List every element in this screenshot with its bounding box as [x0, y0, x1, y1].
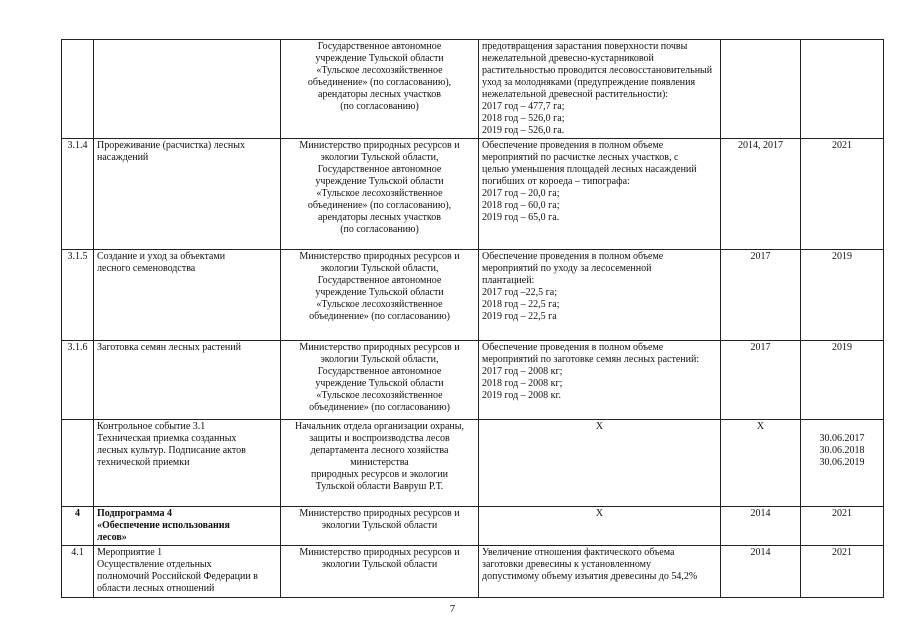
text-line: (по согласованию): [340, 101, 419, 112]
executor: [281, 139, 479, 250]
text-line: природных ресурсов и экологии: [311, 469, 448, 480]
text-line: объединение» (по согласованию),: [307, 77, 452, 88]
text-line: предотвращения зарастания поверхности почвы: [482, 41, 688, 52]
row-number: 4: [62, 507, 94, 546]
text-line: целью уменьшения площадей лесных насаждений: [482, 164, 697, 175]
text-line: уход за молодняками (предупреждение появления: [482, 77, 696, 88]
text-line: Министерство природных ресурсов и: [299, 140, 460, 151]
expected-result: [479, 420, 721, 507]
text-line: 2019: [832, 342, 852, 353]
text-line: Министерство природных ресурсов и: [299, 251, 460, 262]
text-line: 2019 год – 526,0 га.: [482, 125, 565, 136]
text-line: мероприятий по расчистке лесных участков, с: [482, 152, 679, 163]
text-line: 2018 год – 22,5 га;: [482, 299, 560, 310]
text-line: учреждение Тульской области: [315, 176, 444, 187]
start-year: 2017: [721, 250, 801, 341]
text-line: 2021: [832, 508, 852, 519]
text-line: 2018 год – 526,0 га;: [482, 113, 565, 124]
text-line: экологии Тульской области,: [320, 354, 439, 365]
text-line: 2018 год – 2008 кг;: [482, 378, 563, 389]
text-line: экологии Тульской области: [321, 520, 438, 531]
text-line: Заготовка семян лесных растений: [97, 342, 241, 353]
start-year: 2014, 2017: [721, 139, 801, 250]
text-line: арендаторы лесных участков: [318, 212, 441, 223]
row-number: [62, 40, 94, 139]
text-line: «Тульское лесохозяйственное: [316, 299, 443, 310]
activity-name: [94, 40, 281, 139]
row-number: 3.1.5: [62, 250, 94, 341]
expected-result: [479, 546, 721, 598]
text-line: объединение» (по согласованию): [309, 311, 450, 322]
text-line: 2021: [832, 140, 852, 151]
start-year: 2017: [721, 341, 801, 420]
spacer: [804, 421, 880, 433]
start-year: 2014: [721, 507, 801, 546]
text-line: Обеспечение проведения в полном объеме: [482, 342, 664, 353]
text-line: нежелательной древесной растительности):: [482, 89, 669, 100]
activity-name: [94, 546, 281, 598]
text-line: учреждение Тульской области: [315, 378, 444, 389]
plan-table: [61, 39, 884, 598]
executor: [281, 250, 479, 341]
text-line: 2019 год – 65,0 га.: [482, 212, 560, 223]
table-row: [62, 341, 884, 420]
text-line: 2017 год – 2008 кг;: [482, 366, 563, 377]
activity-name: [94, 420, 281, 507]
text-line: мероприятий по уходу за лесосеменной: [482, 263, 652, 274]
text-line: учреждение Тульской области: [315, 53, 444, 64]
activity-name: [94, 139, 281, 250]
text-line: (по согласованию): [340, 224, 419, 235]
text-line: экологии Тульской области,: [320, 263, 439, 274]
activity-name: [94, 507, 281, 546]
text-line: погибших от короеда – типографа:: [482, 176, 630, 187]
text-line: 2017 год –22,5 га;: [482, 287, 557, 298]
text-line: Министерство природных ресурсов и: [299, 342, 460, 353]
text-line: «Тульское лесохозяйственное: [316, 65, 443, 76]
text-line: заготовки древесины к установленному: [482, 559, 651, 570]
text-line: Государственное автономное: [317, 275, 442, 286]
row-number: 4.1: [62, 546, 94, 598]
text-line: департамента лесного хозяйства: [310, 445, 449, 456]
text-line: защиты и воспроизводства лесов: [309, 433, 450, 444]
text-line: технической приемки: [97, 457, 190, 468]
text-line: 2019: [832, 251, 852, 262]
text-line: Государственное автономное: [317, 41, 442, 52]
end-date: [801, 507, 884, 546]
text-line: насаждений: [97, 152, 149, 163]
text-line: X: [595, 421, 604, 432]
text-line: растительностью проводится лесовосстановительный: [482, 65, 713, 76]
text-line: мероприятий по заготовке семян лесных растений:: [482, 354, 700, 365]
end-date: [801, 341, 884, 420]
text-line: Подпрограмма 4: [97, 508, 173, 519]
text-line: Мероприятие 1: [97, 547, 163, 558]
text-line: лесных культур. Подписание актов: [97, 445, 246, 456]
text-line: экологии Тульской области: [321, 559, 438, 570]
activity-name: [94, 250, 281, 341]
text-line: «Обеспечение использования: [97, 520, 230, 531]
text-line: арендаторы лесных участков: [318, 89, 441, 100]
end-date: [801, 40, 884, 139]
executor: [281, 341, 479, 420]
text-line: 2021: [832, 547, 852, 558]
text-line: области лесных отношений: [97, 583, 215, 594]
table-row: [62, 40, 884, 139]
expected-result: [479, 507, 721, 546]
text-line: Обеспечение проведения в полном объеме: [482, 140, 664, 151]
text-line: Контрольное событие 3.1: [97, 421, 206, 432]
table-row: [62, 546, 884, 598]
text-line: 2019 год – 2008 кг.: [482, 390, 561, 401]
text-line: Осуществление отдельных: [97, 559, 212, 570]
table-row: [62, 420, 884, 507]
text-line: «Тульское лесохозяйственное: [316, 188, 443, 199]
text-line: X: [595, 508, 604, 519]
table-row: [62, 139, 884, 250]
start-year: 2014: [721, 546, 801, 598]
text-line: министерства: [350, 457, 409, 468]
text-line: 2017 год – 20,0 га;: [482, 188, 560, 199]
expected-result: [479, 250, 721, 341]
expected-result: [479, 139, 721, 250]
text-line: Тульской области Вавруш Р.Т.: [315, 481, 444, 492]
activity-name: [94, 341, 281, 420]
text-line: Государственное автономное: [317, 366, 442, 377]
text-line: Государственное автономное: [317, 164, 442, 175]
expected-result: [479, 341, 721, 420]
text-line: Прореживание (расчистка) лесных: [97, 140, 245, 151]
text-line: Увеличение отношения фактического объема: [482, 547, 675, 558]
text-line: полномочий Российской Федерации в: [97, 571, 258, 582]
start-year: X: [721, 420, 801, 507]
end-date: [801, 139, 884, 250]
text-line: 2017 год – 477,7 га;: [482, 101, 565, 112]
text-line: плантацией:: [482, 275, 535, 286]
end-date: [801, 546, 884, 598]
page-number: 7: [449, 603, 456, 615]
text-line: учреждение Тульской области: [315, 287, 444, 298]
table-row: [62, 250, 884, 341]
text-line: Техническая приемка созданных: [97, 433, 237, 444]
executor: [281, 507, 479, 546]
text-line: 2018 год – 60,0 га;: [482, 200, 560, 211]
text-line: Министерство природных ресурсов и: [299, 547, 460, 558]
text-line: Обеспечение проведения в полном объеме: [482, 251, 664, 262]
text-line: 30.06.2017: [819, 433, 865, 444]
end-date: [801, 250, 884, 341]
expected-result: [479, 40, 721, 139]
executor: [281, 420, 479, 507]
end-date: [801, 420, 884, 507]
row-number: 3.1.4: [62, 139, 94, 250]
text-line: объединение» (по согласованию): [309, 402, 450, 413]
text-line: «Тульское лесохозяйственное: [316, 390, 443, 401]
text-line: допустимому объему изъятия древесины до 54,2%: [482, 571, 698, 582]
row-number: 3.1.6: [62, 341, 94, 420]
text-line: Начальник отдела организации охраны,: [295, 421, 464, 432]
start-year: [721, 40, 801, 139]
row-number: [62, 420, 94, 507]
executor: [281, 546, 479, 598]
text-line: 2019 год – 22,5 га: [482, 311, 557, 322]
text-line: 30.06.2019: [819, 457, 865, 468]
executor: [281, 40, 479, 139]
text-line: экологии Тульской области,: [320, 152, 439, 163]
text-line: лесов»: [97, 532, 127, 543]
table-row: [62, 507, 884, 546]
text-line: лесного семеноводства: [97, 263, 196, 274]
text-line: Создание и уход за объектами: [97, 251, 226, 262]
text-line: объединение» (по согласованию),: [307, 200, 452, 211]
text-line: нежелательной древесно-кустарниковой: [482, 53, 654, 64]
text-line: 30.06.2018: [819, 445, 865, 456]
text-line: Министерство природных ресурсов и: [299, 508, 460, 519]
